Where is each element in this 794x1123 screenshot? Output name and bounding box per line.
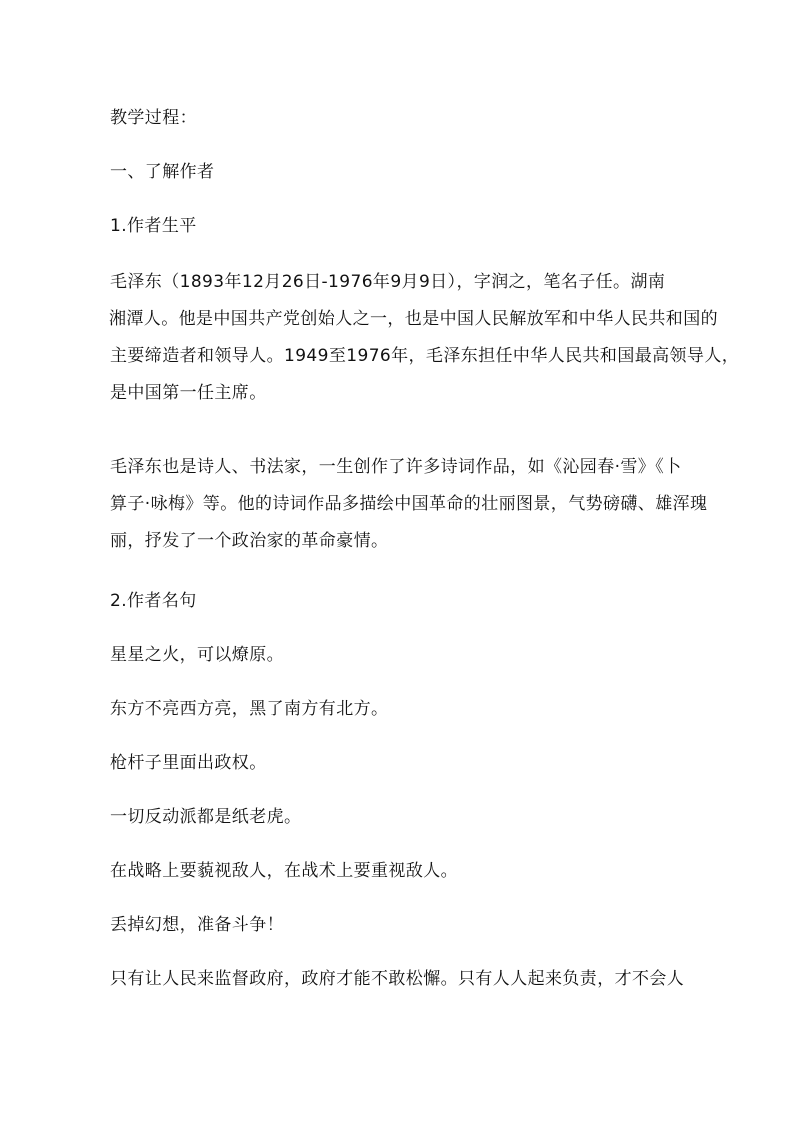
biography-paragraph [109,264,740,412]
subsection-heading-biography: 1.作者生平 [110,216,197,236]
quote-item: 一切反动派都是纸老虎。 [110,807,302,827]
poetry-line: 算子·咏梅》等。他的诗词作品多描绘中国革命的壮丽图景，气势磅礴、雄浑瑰 [110,494,708,514]
section-heading-know-author: 一、了解作者 [110,162,215,182]
quote-item: 只有让人民来监督政府，政府才能不敢松懈。只有人人起来负责，才不会人 [110,969,685,989]
subsection-heading-famous-quotes: 2.作者名句 [110,591,197,611]
biography-line: 主要缔造者和领导人。1949至1976年，毛泽东担任中华人民共和国最高领导人， [110,346,740,366]
poetry-line: 毛泽东也是诗人、书法家，一生创作了许多诗词作品，如《沁园春·雪》《卜 [110,457,682,477]
quote-item: 东方不亮西方亮，黑了南方有北方。 [110,699,389,719]
poetry-line: 丽，抒发了一个政治家的革命豪情。 [110,531,389,551]
quote-item: 在战略上要藐视敌人，在战术上要重视敌人。 [110,861,458,881]
biography-line: 毛泽东（1893年12月26日-1976年9月9日），字润之，笔名子任。湖南 [110,272,666,292]
biography-line: 湘潭人。他是中国共产党创始人之一，也是中国人民解放军和中华人民共和国的 [109,309,718,329]
quote-item: 丢掉幻想，准备斗争！ [110,915,284,935]
heading-teaching-process: 教学过程： [110,108,197,128]
biography-line: 是中国第一任主席。 [110,383,267,403]
quote-item: 枪杆子里面出政权。 [110,753,267,773]
quote-item: 星星之火，可以燎原。 [110,645,284,665]
poetry-paragraph [110,449,708,560]
